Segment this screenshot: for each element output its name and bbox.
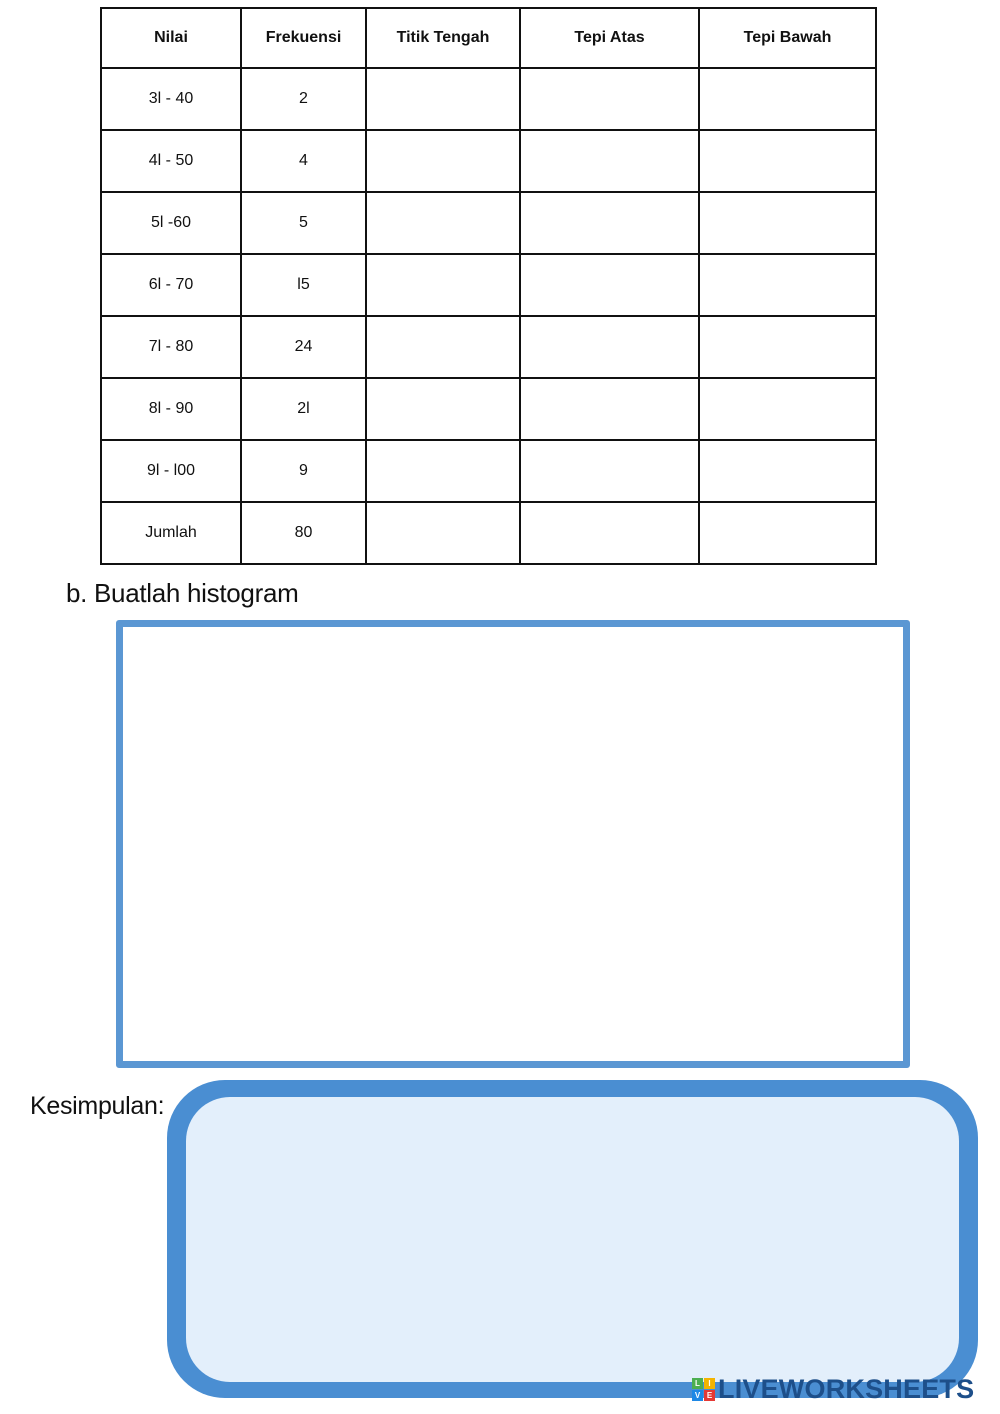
answer-input-titik-tengah[interactable] [367, 131, 523, 191]
header-nilai: Nilai [101, 8, 241, 68]
cell-tepi-atas [520, 68, 699, 130]
cell-tepi-atas [520, 440, 699, 502]
watermark-text: LIVEWORKSHEETS [718, 1374, 975, 1404]
logo-tile: V [692, 1390, 703, 1401]
cell-frekuensi: 80 [241, 502, 366, 564]
kesimpulan-inner [186, 1097, 959, 1382]
answer-input-tepi-atas[interactable] [521, 317, 702, 377]
cell-tepi-atas [520, 254, 699, 316]
cell-tepi-atas [520, 378, 699, 440]
cell-titik-tengah [366, 316, 520, 378]
cell-tepi-atas [520, 316, 699, 378]
table-row [101, 440, 876, 502]
answer-input-tepi-bawah[interactable] [700, 441, 879, 501]
cell-nilai: 3l - 40 [101, 68, 241, 130]
answer-input-tepi-atas[interactable] [521, 379, 702, 439]
table-row [101, 130, 876, 192]
cell-tepi-bawah [699, 68, 876, 130]
cell-titik-tengah [366, 378, 520, 440]
cell-tepi-bawah [699, 192, 876, 254]
answer-input-tepi-atas[interactable] [521, 503, 702, 563]
answer-input-titik-tengah[interactable] [367, 317, 523, 377]
cell-frekuensi: 2l [241, 378, 366, 440]
table-row [101, 502, 876, 564]
cell-tepi-bawah [699, 316, 876, 378]
cell-titik-tengah [366, 192, 520, 254]
table-row [101, 316, 876, 378]
cell-tepi-bawah [699, 254, 876, 316]
answer-input-tepi-atas[interactable] [521, 255, 702, 315]
cell-titik-tengah [366, 130, 520, 192]
table-row [101, 192, 876, 254]
cell-frekuensi: 4 [241, 130, 366, 192]
cell-frekuensi: 5 [241, 192, 366, 254]
cell-frekuensi: 9 [241, 440, 366, 502]
answer-input-titik-tengah[interactable] [367, 193, 523, 253]
cell-nilai: 5l -60 [101, 192, 241, 254]
kesimpulan-input[interactable] [186, 1097, 959, 1382]
answer-input-tepi-bawah[interactable] [700, 131, 879, 191]
cell-titik-tengah [366, 254, 520, 316]
answer-input-tepi-bawah[interactable] [700, 69, 879, 129]
logo-tile: E [704, 1390, 715, 1401]
table-row [101, 68, 876, 130]
cell-tepi-bawah [699, 502, 876, 564]
answer-input-tepi-bawah[interactable] [700, 379, 879, 439]
cell-nilai: 8l - 90 [101, 378, 241, 440]
cell-frekuensi: 24 [241, 316, 366, 378]
cell-tepi-bawah [699, 130, 876, 192]
header-tepi-atas: Tepi Atas [520, 8, 699, 68]
cell-frekuensi: 2 [241, 68, 366, 130]
answer-input-titik-tengah[interactable] [367, 503, 523, 563]
header-titik-tengah: Titik Tengah [366, 8, 520, 68]
cell-tepi-bawah [699, 378, 876, 440]
answer-input-tepi-atas[interactable] [521, 69, 702, 129]
cell-tepi-atas [520, 502, 699, 564]
frequency-table [100, 7, 877, 565]
answer-input-titik-tengah[interactable] [367, 379, 523, 439]
cell-tepi-atas [520, 130, 699, 192]
cell-frekuensi: l5 [241, 254, 366, 316]
cell-nilai: 4l - 50 [101, 130, 241, 192]
liveworksheets-watermark [692, 1374, 974, 1405]
cell-titik-tengah [366, 440, 520, 502]
cell-tepi-bawah [699, 440, 876, 502]
cell-nilai: 6l - 70 [101, 254, 241, 316]
answer-input-tepi-bawah[interactable] [700, 317, 879, 377]
cell-nilai: 9l - l00 [101, 440, 241, 502]
answer-input-titik-tengah[interactable] [367, 441, 523, 501]
header-tepi-bawah: Tepi Bawah [699, 8, 876, 68]
answer-input-tepi-bawah[interactable] [700, 193, 879, 253]
answer-input-tepi-atas[interactable] [521, 441, 702, 501]
kesimpulan-label: Kesimpulan: [30, 1092, 165, 1120]
logo-tile: I [704, 1378, 715, 1389]
table-row [101, 378, 876, 440]
histogram-drawing-area[interactable] [116, 620, 910, 1068]
answer-input-titik-tengah[interactable] [367, 69, 523, 129]
table-row [101, 254, 876, 316]
cell-nilai: Jumlah [101, 502, 241, 564]
answer-input-tepi-bawah[interactable] [700, 255, 879, 315]
histogram-section-title: b. Buatlah histogram [66, 578, 299, 608]
answer-input-tepi-atas[interactable] [521, 131, 702, 191]
logo-tile: L [692, 1378, 703, 1389]
liveworksheets-logo-icon [692, 1378, 715, 1401]
cell-tepi-atas [520, 192, 699, 254]
kesimpulan-box [167, 1080, 978, 1398]
cell-titik-tengah [366, 502, 520, 564]
cell-nilai: 7l - 80 [101, 316, 241, 378]
table-header-row [101, 8, 876, 68]
answer-input-tepi-atas[interactable] [521, 193, 702, 253]
answer-input-titik-tengah[interactable] [367, 255, 523, 315]
cell-titik-tengah [366, 68, 520, 130]
header-frekuensi: Frekuensi [241, 8, 366, 68]
answer-input-tepi-bawah[interactable] [700, 503, 879, 563]
